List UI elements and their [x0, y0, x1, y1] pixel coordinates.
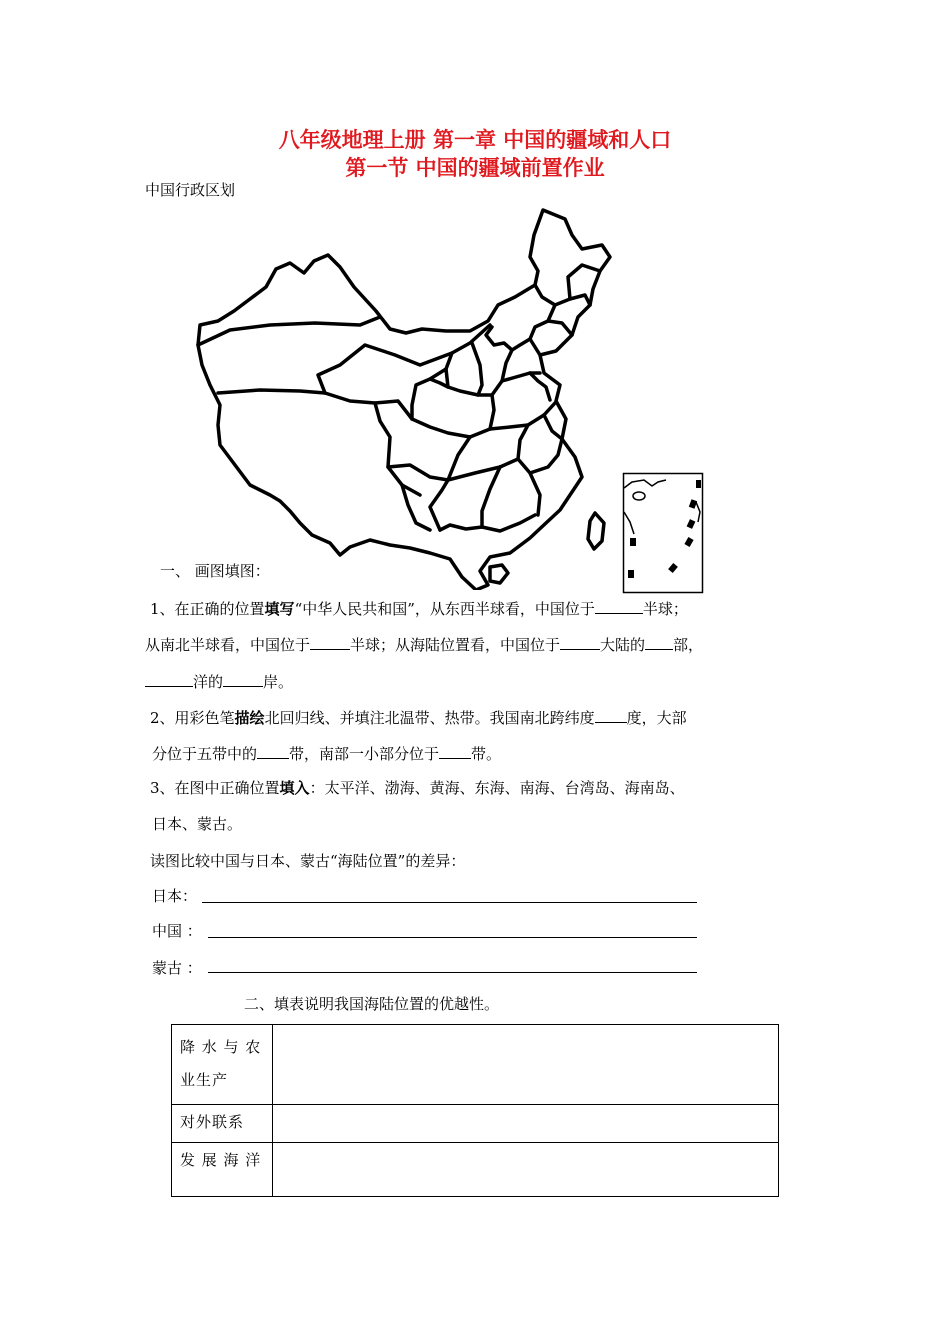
section1-heading: 一、 画图填图：	[160, 562, 270, 580]
answer-blank[interactable]	[145, 670, 193, 687]
q2-text: 2、用彩色笔	[150, 709, 235, 727]
japan-answer-line[interactable]	[202, 902, 697, 903]
map-caption: 中国行政区划	[145, 181, 236, 199]
q1-text: 部，	[673, 636, 704, 654]
row-label-line: 对外联系	[180, 1113, 245, 1131]
question-1-line-3	[145, 670, 293, 692]
answer-blank[interactable]	[645, 633, 673, 650]
q2-text: 带。	[471, 745, 502, 763]
row-label-line: 发 展 海 洋	[180, 1151, 262, 1169]
answer-blank[interactable]	[595, 597, 643, 614]
question-1-line-2	[145, 633, 703, 655]
question-3-line-1	[150, 778, 685, 798]
q3-text: ：太平洋、渤海、黄海、东海、南海、台湾岛、海南岛、	[309, 779, 685, 797]
question-2-line-1	[150, 706, 687, 728]
japan-label: 日本：	[152, 887, 198, 905]
q1-text: 从南北半球看，中国位于	[145, 636, 311, 654]
answer-cell[interactable]	[273, 1143, 779, 1197]
q2-text: 分位于五带中的	[152, 745, 258, 763]
china-administrative-map	[190, 205, 615, 590]
row-label	[172, 1143, 273, 1197]
q3-text: 3、在图中正确位置	[150, 779, 280, 797]
china-answer-line[interactable]	[208, 937, 697, 938]
answer-blank[interactable]	[257, 742, 289, 759]
answer-blank[interactable]	[223, 670, 263, 687]
title-line-1: 八年级地理上册 第一章 中国的疆域和人口	[278, 128, 672, 152]
section2-heading: 二、填表说明我国海陆位置的优越性。	[244, 995, 500, 1013]
title-line-2: 第一节 中国的疆域前置作业	[345, 156, 605, 180]
question-3-line-2: 日本、蒙古。	[152, 815, 243, 833]
compare-prompt: 读图比较中国与日本、蒙古“海陆位置”的差异：	[150, 852, 466, 870]
q1-text: “中华人民共和国”，从东西半球看，中国位于	[294, 600, 595, 618]
question-2-line-2	[152, 742, 501, 764]
mongolia-answer-line[interactable]	[208, 972, 697, 973]
q2-text: 带，南部一小部分位于	[289, 745, 440, 763]
answer-blank[interactable]	[560, 633, 600, 650]
answer-blank[interactable]	[595, 706, 627, 723]
answer-cell[interactable]	[273, 1025, 779, 1105]
row-label-line: 业生产	[180, 1071, 229, 1089]
answer-blank[interactable]	[439, 742, 471, 759]
table-row	[172, 1143, 779, 1197]
table-row	[172, 1025, 779, 1105]
row-label	[172, 1025, 273, 1105]
q2-text: 北回归线、并填注北温带、热带。我国南北跨纬度	[264, 709, 595, 727]
q1-text: 1、在正确的位置	[150, 600, 265, 618]
q2-keyword: 描绘	[234, 709, 265, 727]
question-1-line-1	[150, 597, 688, 619]
answer-cell[interactable]	[273, 1105, 779, 1143]
q1-text: 半球；从海陆位置看，中国位于	[350, 636, 561, 654]
q1-text: 大陆的	[600, 636, 646, 654]
row-label-line: 降 水 与 农	[180, 1038, 262, 1056]
q3-keyword: 填入	[279, 779, 310, 797]
south-china-sea-inset	[622, 472, 704, 594]
table-row	[172, 1105, 779, 1143]
q1-text: 半球；	[642, 600, 688, 618]
mongolia-label: 蒙古 ：	[152, 959, 202, 977]
advantages-table	[171, 1024, 779, 1197]
row-label	[172, 1105, 273, 1143]
q1-text: 岸。	[263, 673, 294, 691]
q2-text: 度，大部	[626, 709, 687, 727]
q1-keyword: 填写	[264, 600, 295, 618]
china-label: 中国 ：	[152, 922, 202, 940]
q1-text: 洋的	[193, 673, 224, 691]
answer-blank[interactable]	[310, 633, 350, 650]
